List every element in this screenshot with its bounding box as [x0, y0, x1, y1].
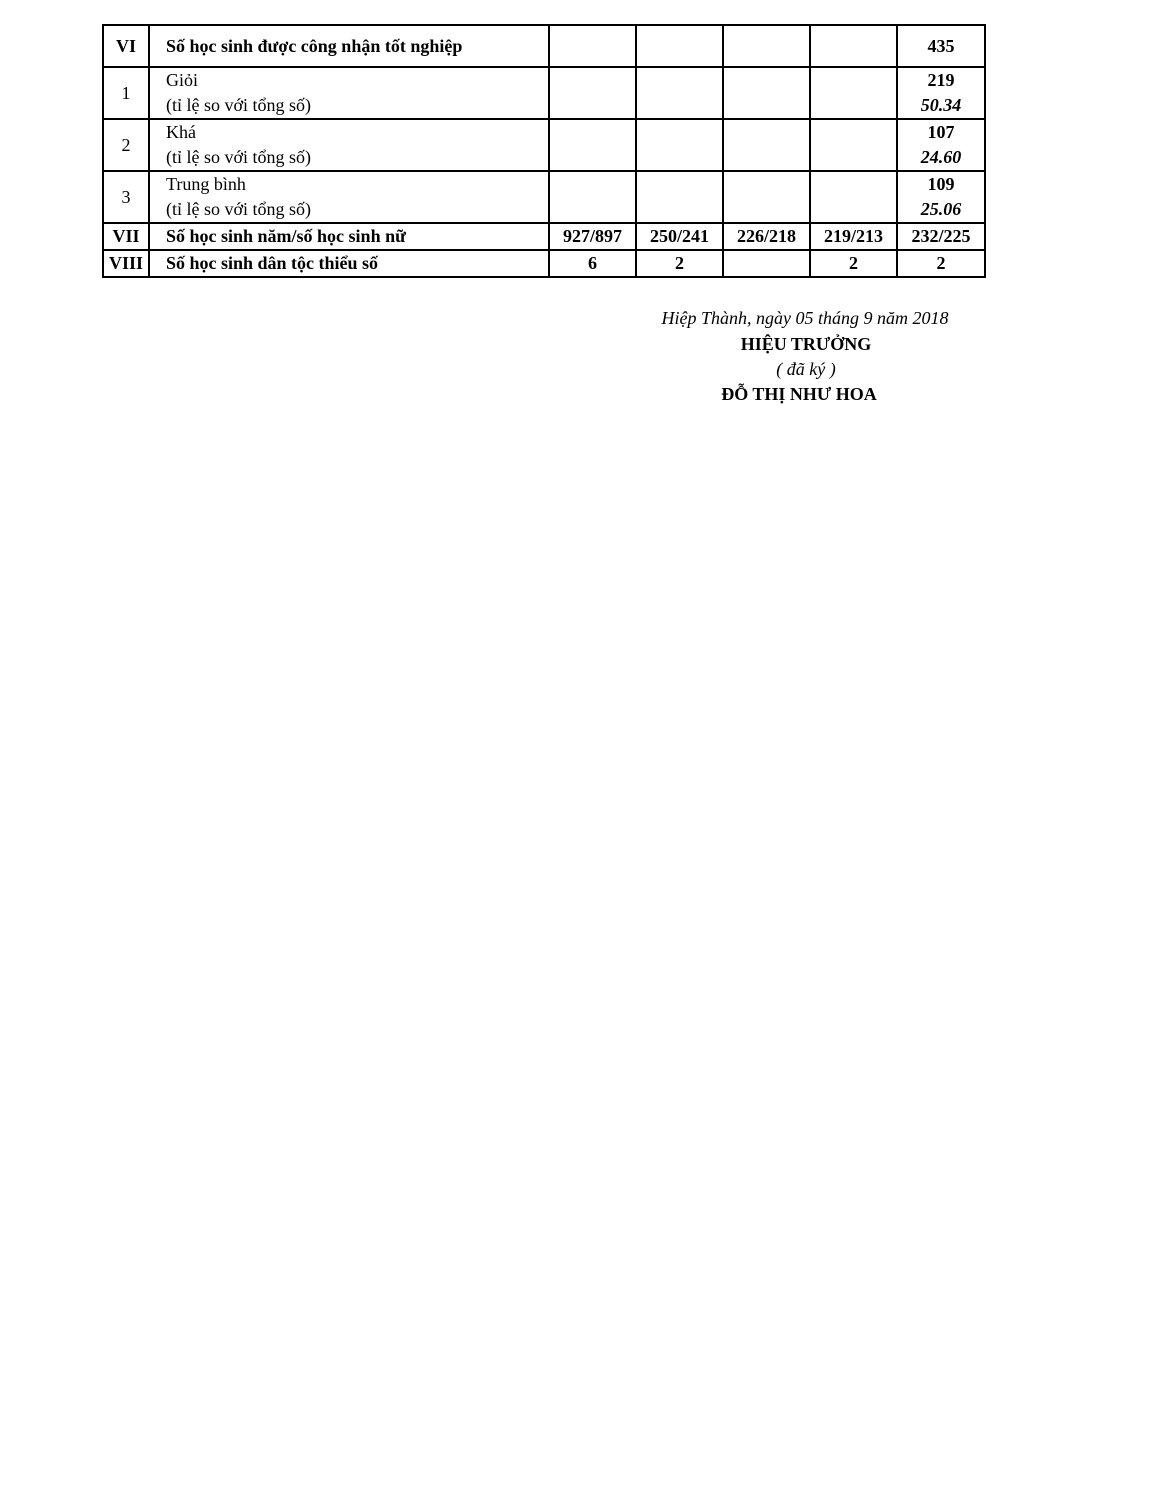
percent-value: 24.60	[920, 147, 962, 167]
cell	[723, 119, 810, 171]
row-label-cell	[149, 119, 549, 171]
cell: 219/213	[810, 223, 897, 250]
cell	[636, 25, 723, 67]
row-label: Số học sinh năm/số học sinh nữ	[149, 223, 549, 250]
cell-total	[897, 119, 985, 171]
cell: 250/241	[636, 223, 723, 250]
cell	[723, 250, 810, 277]
cell-total	[897, 67, 985, 119]
signature-signed-note: ( đã ký )	[776, 359, 836, 379]
row-sublabel: (tỉ lệ so với tổng số)	[166, 95, 312, 115]
cell-total: 232/225	[897, 223, 985, 250]
row-sublabel: (tỉ lệ so với tổng số)	[166, 199, 312, 219]
cell	[810, 25, 897, 67]
row-index: 2	[103, 119, 149, 171]
count-value: 107	[927, 122, 955, 142]
row-label: Số học sinh dân tộc thiểu số	[149, 250, 549, 277]
table-row	[103, 223, 985, 250]
cell	[549, 171, 636, 223]
cell-total: 435	[897, 25, 985, 67]
cell	[549, 67, 636, 119]
row-index: VIII	[103, 250, 149, 277]
row-label: Số học sinh được công nhận tốt nghiệp	[149, 25, 549, 67]
signature-block	[640, 306, 980, 407]
cell	[636, 171, 723, 223]
row-label: Trung bình	[166, 174, 246, 194]
table-row	[103, 171, 985, 223]
cell: 2	[636, 250, 723, 277]
cell-total	[897, 171, 985, 223]
cell: 2	[810, 250, 897, 277]
row-index: 1	[103, 67, 149, 119]
cell	[723, 67, 810, 119]
count-value: 109	[927, 174, 955, 194]
count-value: 219	[927, 70, 955, 90]
table-row	[103, 119, 985, 171]
cell: 927/897	[549, 223, 636, 250]
signature-name: ĐỖ THỊ NHƯ HOA	[721, 384, 877, 404]
cell-total: 2	[897, 250, 985, 277]
cell	[723, 25, 810, 67]
row-index: VI	[103, 25, 149, 67]
table-row	[103, 25, 985, 67]
row-label: Khá	[166, 122, 196, 142]
row-index: VII	[103, 223, 149, 250]
report-table	[102, 24, 986, 278]
cell	[723, 171, 810, 223]
percent-value: 50.34	[920, 95, 962, 115]
cell	[810, 171, 897, 223]
cell	[636, 119, 723, 171]
row-label-cell	[149, 67, 549, 119]
signature-date: Hiệp Thành, ngày 05 tháng 9 năm 2018	[661, 308, 949, 328]
cell	[636, 67, 723, 119]
cell: 226/218	[723, 223, 810, 250]
row-label-cell	[149, 171, 549, 223]
table-row	[103, 67, 985, 119]
row-label: Giỏi	[166, 70, 199, 90]
cell	[549, 25, 636, 67]
cell	[810, 67, 897, 119]
signature-title: HIỆU TRƯỞNG	[740, 334, 872, 354]
table-row	[103, 250, 985, 277]
cell: 6	[549, 250, 636, 277]
percent-value: 25.06	[920, 199, 962, 219]
cell	[549, 119, 636, 171]
row-sublabel: (tỉ lệ so với tổng số)	[166, 147, 312, 167]
cell	[810, 119, 897, 171]
row-index: 3	[103, 171, 149, 223]
